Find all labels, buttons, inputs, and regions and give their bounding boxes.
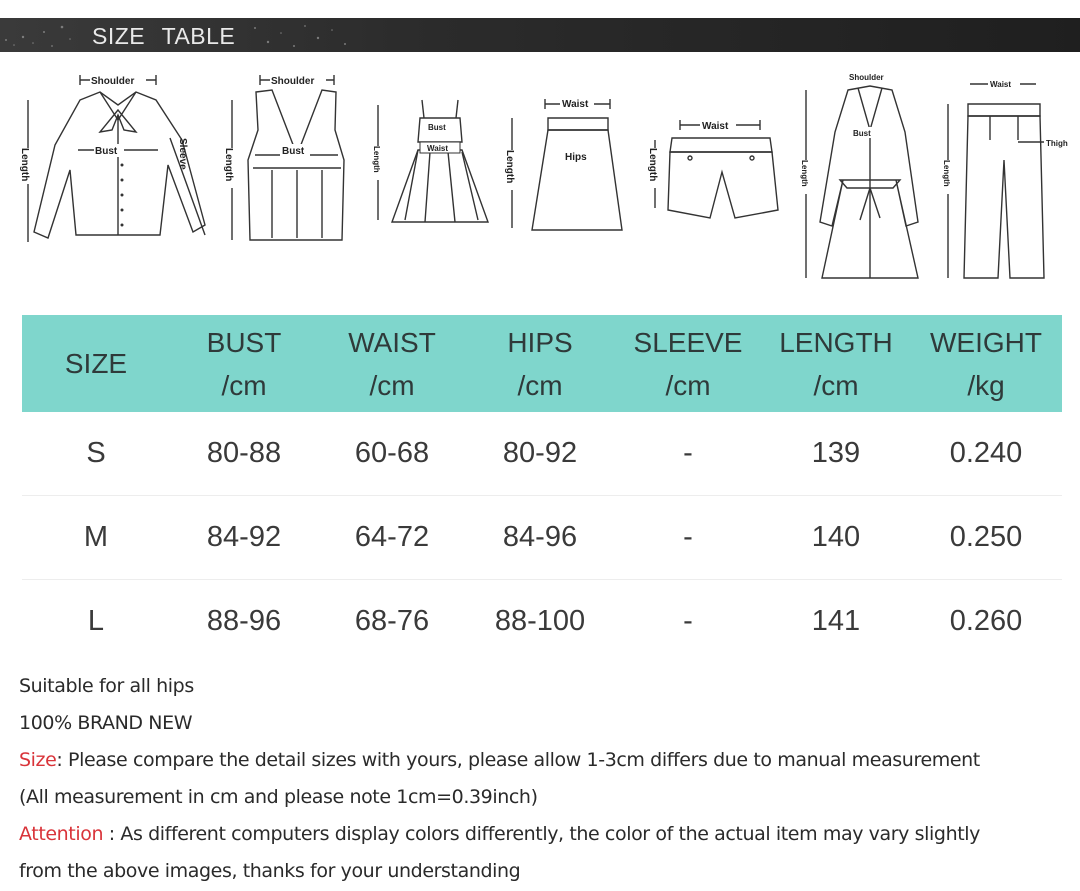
- table-cell: 0.240: [949, 437, 1023, 469]
- size-note-label: Size: [19, 749, 57, 771]
- table-cell: -: [683, 605, 693, 637]
- size-table-banner: [0, 18, 1080, 52]
- header-weight: WEIGHT /kg: [930, 326, 1042, 401]
- dress-diagram: [378, 100, 488, 222]
- table-row: [22, 412, 1062, 496]
- table-cell: -: [683, 437, 693, 469]
- pants-length-label: Length: [942, 160, 951, 187]
- table-cell: M: [83, 521, 109, 553]
- note-understanding: from the above images, thanks for your understanding: [19, 860, 521, 882]
- header-length: LENGTH /cm: [779, 326, 893, 401]
- size-table: [22, 315, 1062, 663]
- vest-labels: [223, 73, 326, 188]
- header-sleeve: SLEEVE /cm: [633, 326, 743, 401]
- table-cell: 68-76: [354, 605, 430, 637]
- skirt-length-label: Length: [504, 150, 515, 184]
- attention-note-text: : As different computers display colors differently, the color of the actual item may vary slightly: [103, 823, 980, 845]
- header-hips: HIPS /cm: [507, 326, 573, 401]
- note-suitable: Suitable for all hips: [19, 675, 194, 697]
- coat-shoulder-label: Shoulder: [849, 73, 884, 82]
- table-row: [22, 496, 1062, 580]
- shirt-length-label: Length: [19, 148, 30, 182]
- shorts-length-label: Length: [647, 148, 658, 182]
- table-cell: S: [86, 437, 106, 469]
- note-brand-new: 100% BRAND NEW: [19, 712, 193, 734]
- skirt-hips-label: Hips: [565, 152, 587, 163]
- attention-note-label: Attention: [19, 823, 104, 845]
- shorts-labels: [647, 118, 736, 188]
- table-cell: 88-96: [206, 605, 282, 637]
- shirt-bust-label: Bust: [95, 146, 118, 157]
- vest-bust-label: Bust: [282, 146, 305, 157]
- table-cell: -: [683, 521, 693, 553]
- table-cell: 88-100: [494, 605, 586, 637]
- skirt-diagram: [512, 99, 622, 230]
- table-cell: 80-92: [502, 437, 578, 469]
- dress-bust-label: Bust: [428, 123, 446, 132]
- table-cell: 80-88: [206, 437, 282, 469]
- coat-labels: [800, 70, 894, 194]
- shorts-waist-label: Waist: [702, 121, 729, 132]
- coat-bust-label: Bust: [853, 129, 871, 138]
- note-size: [19, 742, 1069, 779]
- pants-diagram: [948, 84, 1044, 278]
- shorts-diagram: [655, 120, 778, 218]
- skirt-waist-label: Waist: [562, 99, 589, 110]
- table-cell: 60-68: [354, 437, 430, 469]
- table-cell: 84-92: [206, 521, 282, 553]
- table-cell: 0.250: [949, 521, 1023, 553]
- garment-diagrams: [0, 60, 1080, 290]
- size-note-text: : Please compare the detail sizes with yours, please allow 1-3cm differs due to manual measurement: [56, 749, 980, 771]
- dress-labels: [372, 123, 460, 180]
- table-cell: 141: [811, 605, 861, 637]
- skirt-labels: [504, 96, 594, 190]
- size-table-header: [22, 315, 1062, 412]
- table-cell: 0.260: [949, 605, 1023, 637]
- pants-waist-label: Waist: [990, 80, 1012, 89]
- vest-shoulder-label: Shoulder: [271, 76, 315, 87]
- product-notes: [19, 668, 1069, 890]
- pants-thigh-label: Thigh: [1046, 139, 1068, 148]
- coat-diagram: [806, 80, 918, 278]
- shirt-sleeve-label: Sleeve: [177, 138, 188, 170]
- header-waist: WAIST /cm: [348, 326, 436, 401]
- banner-title: SIZE TABLE: [92, 23, 236, 49]
- note-measurement: (All measurement in cm and please note 1cm=0.39inch): [19, 786, 538, 808]
- dress-waist-label: Waist: [427, 144, 449, 153]
- table-cell: 84-96: [502, 521, 578, 553]
- vest-length-label: Length: [223, 148, 234, 182]
- note-attention: [19, 816, 1069, 853]
- header-size: SIZE: [64, 348, 128, 379]
- table-cell: L: [87, 605, 105, 637]
- dress-length-label: Length: [372, 146, 381, 173]
- table-cell: 140: [811, 521, 861, 553]
- header-bust: BUST /cm: [206, 326, 282, 401]
- table-cell: 139: [811, 437, 861, 469]
- vest-diagram: [232, 75, 344, 240]
- shirt-shoulder-label: Shoulder: [91, 76, 135, 87]
- coat-length-label: Length: [800, 160, 809, 187]
- table-cell: 64-72: [354, 521, 430, 553]
- table-row: [22, 580, 1062, 663]
